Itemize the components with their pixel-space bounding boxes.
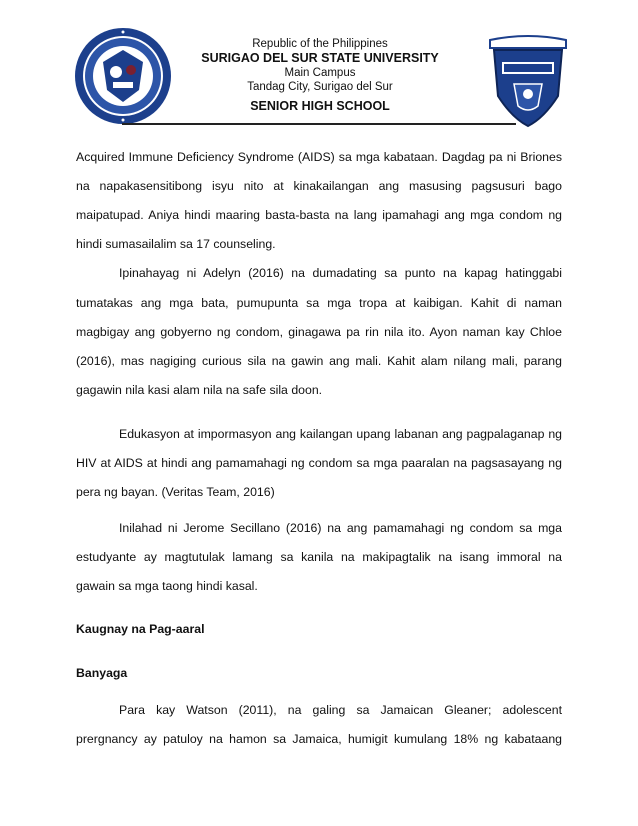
body-line: estudyante ay magtutulak lamang sa kanila na makipagtalik na isang immoral na [76,550,562,564]
header-divider [122,123,516,125]
body-line: na napakasensitibong isyu nito at kinakailangan ang masusing pagsusuri bago [76,179,562,193]
header-school-name: SENIOR HIGH SCHOOL [250,99,390,113]
senior-high-school-shield-logo [484,34,572,130]
body-line: gagawin nila kasi alam nila na safe sila doon. [76,383,323,397]
body-line: tumatakas ang mga bata, pumupunta sa mga tropa at kaibigan. Kahit di naman [76,296,562,310]
university-seal-logo [73,26,173,126]
body-line: magbigay ang gobyerno ng condom, ginagawa pa rin nila ito. Ayon naman kay Chloe [76,325,562,339]
body-line: Edukasyon at impormasyon ang kailangan upang labanan ang pagpalaganap ng [119,427,562,441]
body-line: hindi sumasailalim sa 17 counseling. [76,237,276,251]
body-line: (2016), mas nagiging curious sila na gawin ang mali. Kahit alam nilang mali, parang [76,354,562,368]
body-line: Para kay Watson (2011), na galing sa Jamaican Gleaner; adolescent [119,703,562,717]
body-line: maipatupad. Aniya hindi maaring basta-basta na lang ipamahagi ang mga condom ng [76,208,562,222]
header-campus: Main Campus [284,67,356,79]
header-republic: Republic of the Philippines [252,38,388,50]
header-city: Tandag City, Surigao del Sur [247,81,393,93]
body-line: Inilahad ni Jerome Secillano (2016) na ang pamamahagi ng condom sa mga [119,521,562,535]
body-line: Ipinahayag ni Adelyn (2016) na dumadating sa punto na kapag hatinggabi [119,266,562,280]
body-line: gawain sa mga taong hindi kasal. [76,579,258,593]
body-line: prergnancy ay patuloy na hamon sa Jamaica, humigit kumulang 18% ng kabataang [76,732,562,746]
body-line: Acquired Immune Deficiency Syndrome (AIDS) sa mga kabataan. Dagdag pa ni Briones [76,150,562,164]
header-university-name: SURIGAO DEL SUR STATE UNIVERSITY [201,51,439,65]
body-line: pera ng bayan. (Veritas Team, 2016) [76,485,275,499]
subsection-heading: Banyaga [76,666,128,680]
body-line: HIV at AIDS at hindi ang pamamahagi ng condom sa mga paaralan na pagsasayang ng [76,456,562,470]
section-heading: Kaugnay na Pag-aaral [76,622,205,636]
